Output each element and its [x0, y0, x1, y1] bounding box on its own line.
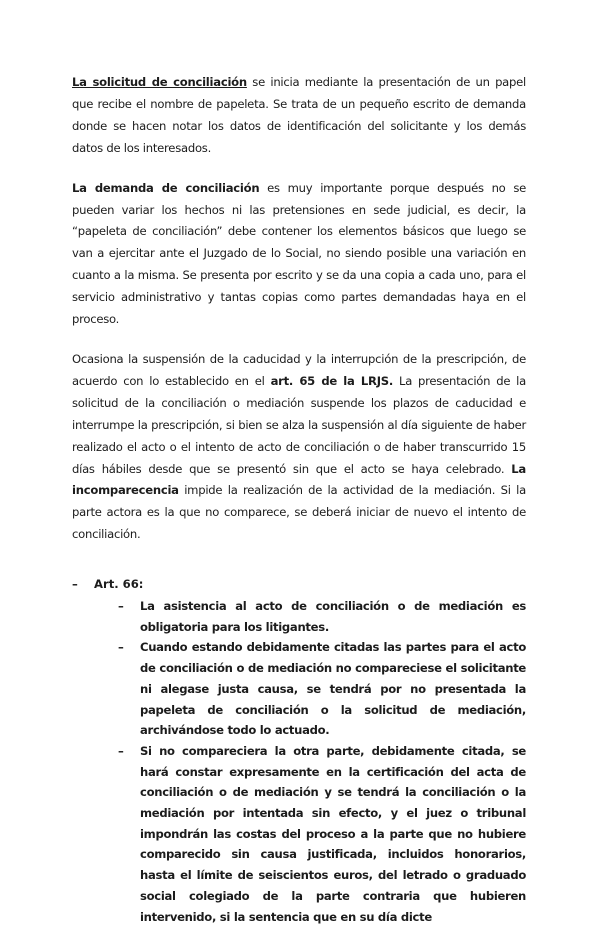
paragraph-caducidad-text-a: Ocasiona la suspensión de la caducidad y la interrupción de la prescripción, de acuerdo con lo establecido en el — [72, 351, 526, 388]
paragraph-caducidad-text-b: La presentación de la solicitud de la conciliación o mediación suspende los plazos de caducidad e interrumpe la prescripción, si bien se alza la suspensión al día siguiente de haber realizado el acto o el intento de acto de conciliación o de haber transcurrido 15 días hábiles desde que se presentó sin que el acto se haya celebrado. — [72, 373, 526, 476]
article-reference: art. 65 de la LRJS. — [270, 373, 394, 388]
list-item: – Si no compareciera la otra parte, debidamente citada, se hará constar expresamente en la certificación del acta de conciliación o de mediación y se tendrá la conciliación o la mediación por intentada sin efecto, y el juez o tribunal impondrán las costas del proceso a la parte que no hubiere comparecido sin causa justificada, incluidos honorarios, hasta el límite de seiscientos euros, del letrado o graduado social colegiado de la parte contraria que hubieren intervenido, si la sentencia que en su día dicte — [114, 741, 526, 927]
list-item: – La asistencia al acto de conciliación o de mediación es obligatoria para los litigantes. — [114, 596, 526, 637]
paragraph-solicitud — [72, 72, 526, 160]
article-list-item — [72, 574, 526, 927]
paragraph-demanda — [72, 178, 526, 331]
paragraph-caducidad — [72, 349, 526, 546]
paragraph-demanda-text: es muy importante porque después no se pueden variar los hechos ni las pretensiones en sede judicial, es decir, la “papeleta de conciliación” debe contener los elementos básicos que luego se van a ejercitar ante el Juzgado de lo Social, no siendo posible una variación en cuanto a la misma. Se presenta por escrito y se da una copia a cada uno, para el servicio administrativo y tantas copias como partes demandadas haya en el proceso. — [72, 180, 526, 327]
term-demanda: La demanda de conciliación — [72, 180, 260, 195]
term-incomparecencia: La incomparecencia — [72, 461, 526, 498]
article-heading: Art. 66: — [94, 577, 144, 592]
article-list — [72, 574, 526, 927]
list-item: – Cuando estando debidamente citadas las partes para el acto de conciliación o de mediación no compareciese el solicitante ni alegase justa causa, se tendrá por no presentada la papeleta de conciliación o la solicitud de mediación, archivándose todo lo actuado. — [114, 637, 526, 741]
article-sublist — [114, 596, 526, 927]
paragraph-caducidad-text-c: impide la realización de la actividad de la mediación. Si la parte actora es la que no comparece, se deberá iniciar de nuevo el intento de conciliación. — [72, 483, 526, 542]
paragraph-solicitud-text: se inicia mediante la presentación de un papel que recibe el nombre de papeleta. Se trata de un pequeño escrito de demanda donde se hacen notar los datos de identificación del solicitante y los demás datos de los interesados. — [72, 75, 526, 155]
term-solicitud: La solicitud de conciliación — [72, 75, 247, 89]
